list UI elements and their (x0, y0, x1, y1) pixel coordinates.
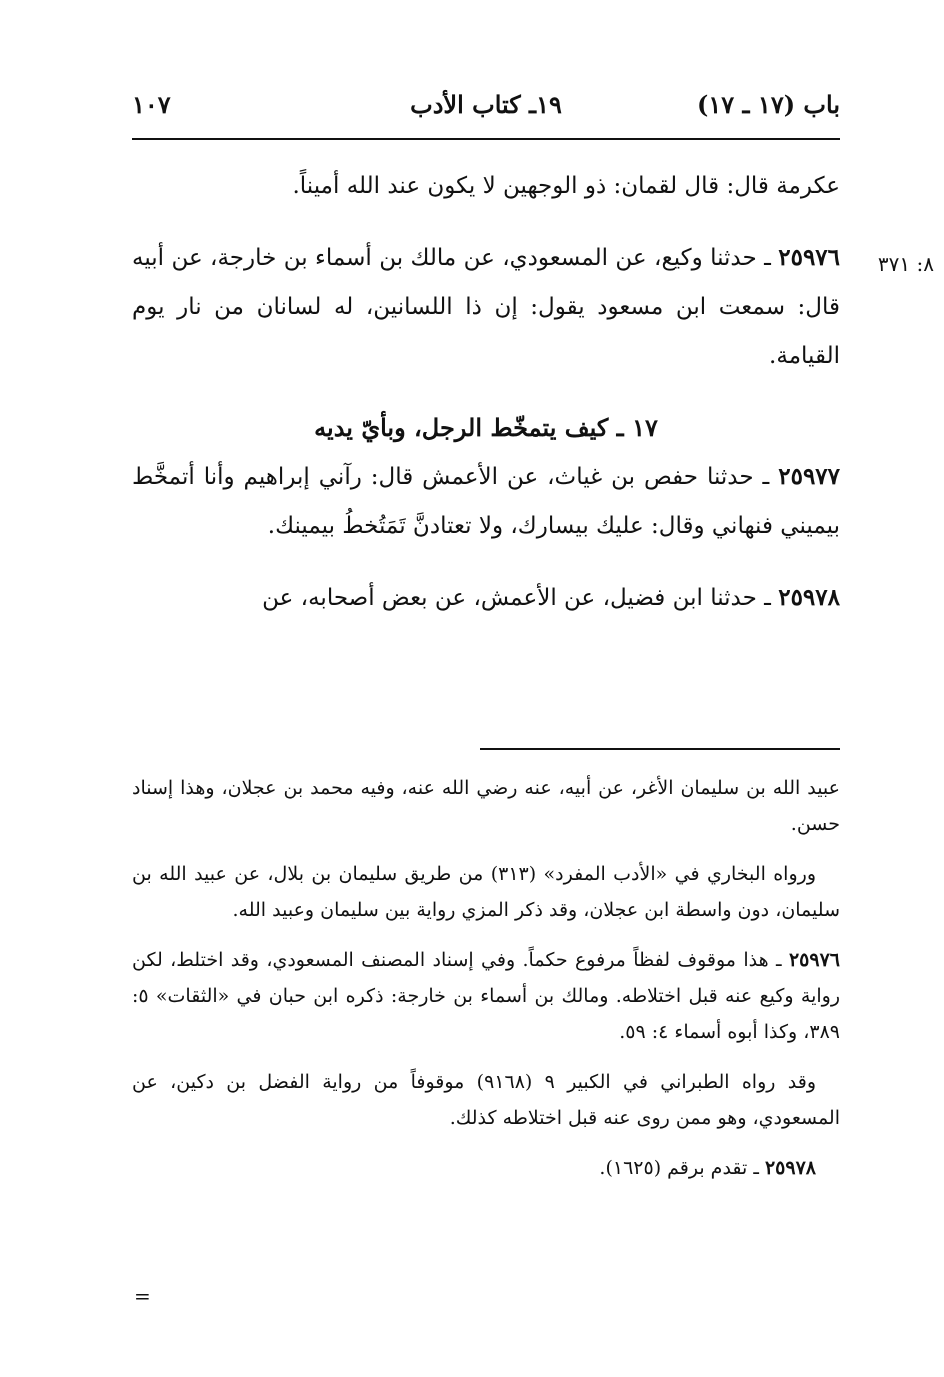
footnote-text: ـ هذا موقوف لفظاً مرفوع حكماً. وفي إسناد المصنف المسعودي، وقد اختلط، لكن رواية وكيع عنه قبل اختلاطه. ومالك بن أسماء بن خارجة: ذكره ابن حبان في «الثقات» ٥: ٣٨٩، وكذا أبوه أسماء ٤: ٥٩. (132, 949, 840, 1043)
hadith-number: ٢٥٩٧٧ (778, 463, 841, 490)
footnote-4: وقد رواه الطبراني في الكبير ٩ (٩١٦٨) موقوفاً من رواية الفضل بن دكين، عن المسعودي، وهو ممن روى عنه قبل اختلاطه كذلك. (132, 1071, 840, 1129)
footnote-number: ٢٥٩٧٨ (764, 1157, 816, 1179)
page-header (132, 84, 840, 128)
footnote-text: ـ تقدم برقم (١٦٢٥). (599, 1157, 759, 1179)
section-title: ١٧ ـ كيف يتمخّط الرجل، وبأيّ يديه (314, 413, 658, 442)
opening-line: عكرمة قال: قال لقمان: ذو الوجهين لا يكون عند الله أميناً. (292, 173, 840, 199)
hadith-25976 (132, 233, 840, 381)
header-divider (132, 138, 840, 140)
footnote-2: ورواه البخاري في «الأدب المفرد» (٣١٣) من طريق سليمان بن بلال، عن عبيد الله بن سليمان، دون واسطة ابن عجلان، وقد ذكر المزي رواية بين سليمان وعبيد الله. (132, 863, 840, 921)
hadith-25977 (132, 452, 840, 551)
hadith-text: ـ حدثنا وكيع، عن المسعودي، عن مالك بن أسماء بن خارجة، عن أبيه قال: سمعت ابن مسعود يقول: إن ذا اللسانين، له لسانان من نار يوم القيامة. (132, 245, 840, 369)
footnote-1: عبيد الله بن سليمان الأغر، عن أبيه، عنه رضي الله عنه، وفيه محمد بن عجلان، وهذا إسناد حسن. (132, 777, 840, 835)
footnote-divider (480, 748, 840, 750)
footnote-number: ٢٥٩٧٦ (788, 949, 840, 971)
footnotes (132, 770, 840, 1200)
hadith-25978 (132, 573, 840, 623)
footnote-3 (132, 942, 840, 1050)
hadith-text: ـ حدثنا ابن فضيل، عن الأعمش، عن بعض أصحابه، عن (262, 585, 771, 611)
hadith-text: ـ حدثنا حفص بن غياث، عن الأعمش قال: رآني إبراهيم وأنا أتمخَّط بيميني فنهاني وقال: عليك بيسارك، ولا تعتادنَّ تَمَتُخطُ بيمينك. (132, 464, 840, 539)
page-number: ١٠٧ (132, 90, 171, 119)
chapter-heading: باب (١٧ ـ ١٧) (697, 90, 840, 119)
book-title: ١٩ـ كتاب الأدب (410, 90, 562, 119)
margin-reference: ٨: ٣٧١ (877, 252, 934, 276)
main-text (132, 162, 840, 645)
hadith-number: ٢٥٩٧٨ (778, 584, 840, 611)
continuation-mark: = (134, 1284, 151, 1308)
hadith-number: ٢٥٩٧٦ (778, 244, 841, 271)
footnote-5 (132, 1150, 840, 1186)
